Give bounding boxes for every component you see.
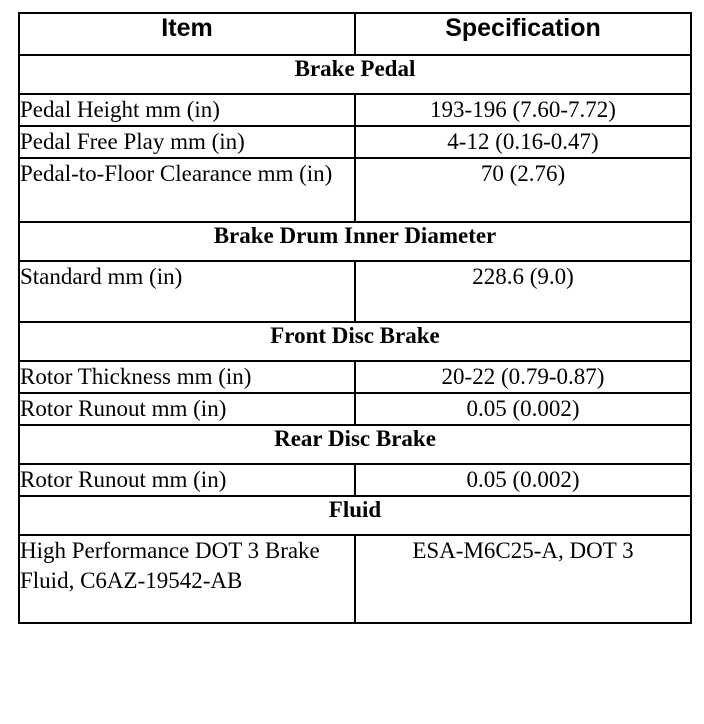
- item-cell: Pedal Height mm (in): [19, 94, 355, 126]
- item-cell: Rotor Runout mm (in): [19, 464, 355, 496]
- item-cell: Rotor Runout mm (in): [19, 393, 355, 425]
- section-title-rear-disc-brake: Rear Disc Brake: [19, 425, 691, 464]
- spec-cell: 4-12 (0.16-0.47): [355, 126, 691, 158]
- table-row: [19, 393, 691, 425]
- spec-cell: 193-196 (7.60-7.72): [355, 94, 691, 126]
- section-row: [19, 222, 691, 261]
- spec-cell: 0.05 (0.002): [355, 464, 691, 496]
- specification-table: [18, 12, 692, 624]
- section-title-brake-drum-inner-diameter: Brake Drum Inner Diameter: [19, 222, 691, 261]
- item-cell: Pedal Free Play mm (in): [19, 126, 355, 158]
- spec-cell: 70 (2.76): [355, 158, 691, 222]
- spec-cell: ESA-M6C25-A, DOT 3: [355, 535, 691, 623]
- section-row: [19, 322, 691, 361]
- table-row: [19, 94, 691, 126]
- spec-cell: 20-22 (0.79-0.87): [355, 361, 691, 393]
- section-title-fluid: Fluid: [19, 496, 691, 535]
- item-cell: High Performance DOT 3 Brake Fluid, C6AZ-19542-AB: [19, 535, 355, 623]
- table-row: [19, 361, 691, 393]
- table-row: [19, 158, 691, 222]
- section-title-front-disc-brake: Front Disc Brake: [19, 322, 691, 361]
- item-cell: Pedal-to-Floor Clearance mm (in): [19, 158, 355, 222]
- section-title-brake-pedal: Brake Pedal: [19, 55, 691, 94]
- header-row: [19, 13, 691, 55]
- item-cell: Standard mm (in): [19, 261, 355, 322]
- table-row: [19, 261, 691, 322]
- table-row: [19, 535, 691, 623]
- item-cell: Rotor Thickness mm (in): [19, 361, 355, 393]
- spec-cell: 228.6 (9.0): [355, 261, 691, 322]
- column-header-specification: Specification: [355, 13, 691, 55]
- section-row: [19, 425, 691, 464]
- section-row: [19, 496, 691, 535]
- table-row: [19, 126, 691, 158]
- spec-cell: 0.05 (0.002): [355, 393, 691, 425]
- section-row: [19, 55, 691, 94]
- table-row: [19, 464, 691, 496]
- column-header-item: Item: [19, 13, 355, 55]
